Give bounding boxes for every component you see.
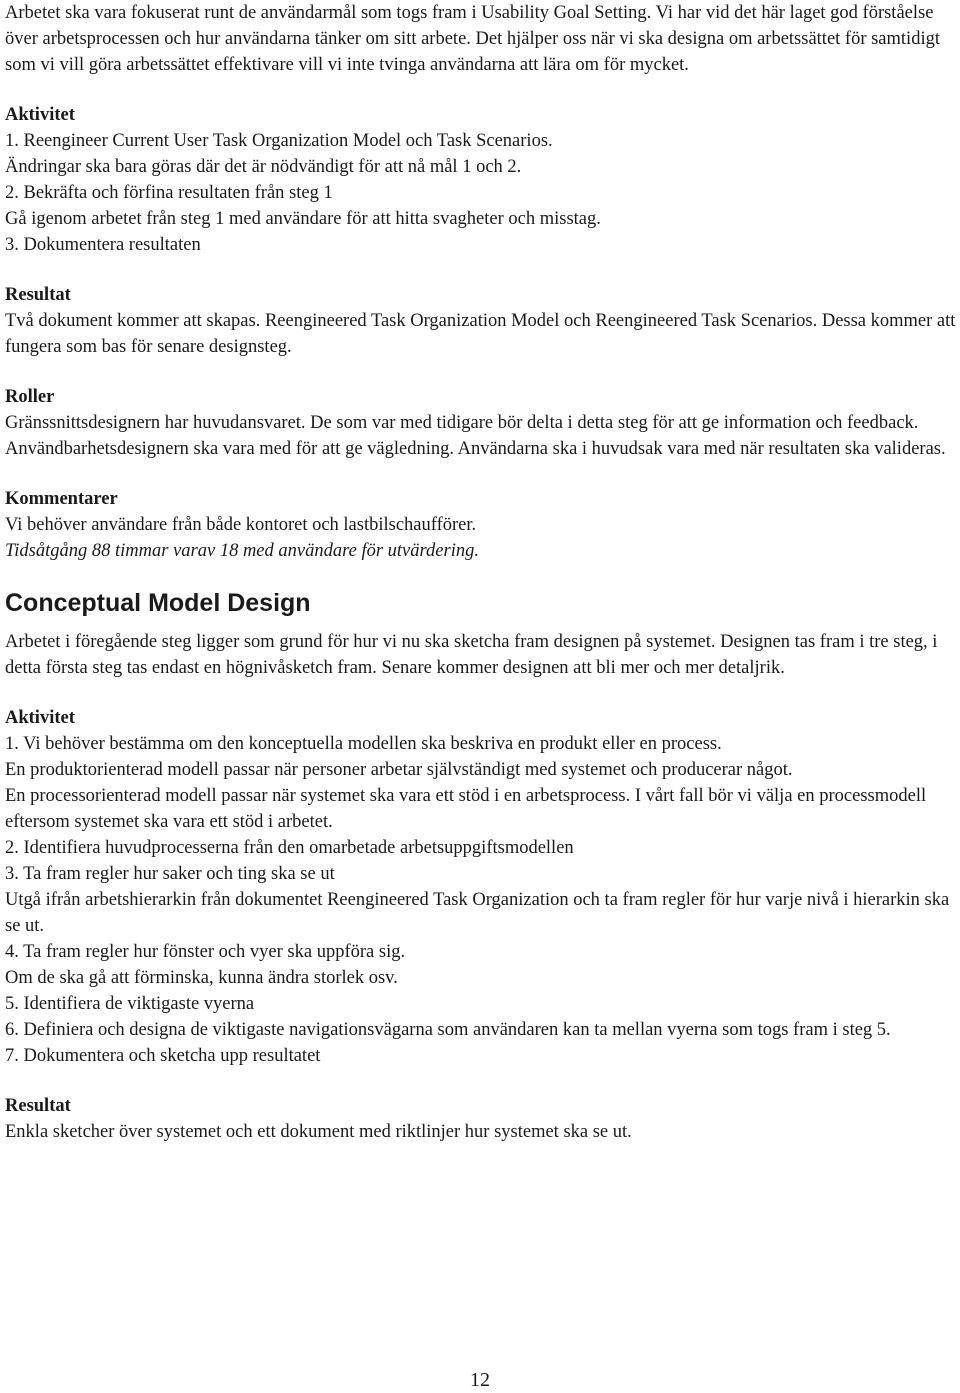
aktivitet-heading: Aktivitet [5, 708, 75, 728]
spacer [5, 258, 957, 282]
spacer [5, 360, 957, 384]
aktivitet-item: 7. Dokumentera och sketcha upp resultatet [5, 1046, 321, 1066]
spacer [5, 618, 957, 629]
section-intro-paragraph: Arbetet i föregående steg ligger som grund för hur vi nu ska sketcha fram designen på systemet. Designen tas fram i tre steg, i detta första steg tas endast en högnivåsketch fram. Senare kommer designen att bli mer och mer detaljrik. [5, 632, 938, 678]
aktivitet-item: 3. Ta fram regler hur saker och ting ska se ut [5, 864, 335, 884]
aktivitet-item: 4. Ta fram regler hur fönster och vyer ska uppföra sig. [5, 942, 406, 962]
spacer [5, 681, 957, 705]
aktivitet-line: 3. Dokumentera resultaten [5, 235, 201, 255]
aktivitet-item: 2. Identifiera huvudprocesserna från den omarbetade arbetsuppgiftsmodellen [5, 838, 574, 858]
section-title: Conceptual Model Design [5, 589, 311, 617]
aktivitet-line: 1. Reengineer Current User Task Organization Model och Task Scenarios. [5, 131, 553, 151]
intro-paragraph: Arbetet ska vara fokuserat runt de användarmål som togs fram i Usability Goal Setting. Vi har vid det här laget god förståelse över arbetsprocessen och hur användarna tänker om sitt arbete. Det hjälper oss när vi ska designa om arbetssättet för samtidigt som vi vill göra arbetssättet effektivare vill vi inte tvinga användarna att lära om för mycket. [5, 3, 940, 75]
aktivitet-item: 1. Vi behöver bestämma om den konceptuella modellen ska beskriva en produkt eller en process. [5, 734, 722, 754]
aktivitet-item: En produktorienterad modell passar när personer arbetar självständigt med systemet och producerar något. [5, 760, 793, 780]
kommentarer-line: Vi behöver användare från både kontoret och lastbilschaufförer. [5, 515, 477, 535]
aktivitet-line: 2. Bekräfta och förfina resultaten från steg 1 [5, 183, 333, 203]
aktivitet-item: En processorienterad modell passar när systemet ska vara ett stöd i en arbetsprocess. I vårt fall bör vi välja en processmodell eftersom systemet ska vara ett stöd i arbetet. [5, 786, 927, 832]
spacer [5, 78, 957, 102]
roller-heading: Roller [5, 387, 55, 407]
aktivitet-heading: Aktivitet [5, 105, 75, 125]
aktivitet-line: Ändringar ska bara göras där det är nödvändigt för att nå mål 1 och 2. [5, 157, 522, 177]
aktivitet-item: 5. Identifiera de viktigaste vyerna [5, 994, 255, 1014]
resultat-paragraph: Enkla sketcher över systemet och ett dokument med riktlinjer hur systemet ska se ut. [5, 1122, 632, 1142]
aktivitet-line: Gå igenom arbetet från steg 1 med användare för att hitta svagheter och misstag. [5, 209, 601, 229]
resultat-heading: Resultat [5, 1096, 71, 1116]
resultat-heading: Resultat [5, 285, 71, 305]
aktivitet-item: Om de ska gå att förminska, kunna ändra storlek osv. [5, 968, 398, 988]
roller-paragraph: Gränssnittsdesignern har huvudansvaret. De som var med tidigare bör delta i detta steg för att ge information och feedback. Användbarhetsdesignern ska vara med för att ge vägledning. Användarna ska i huvudsak vara med när resultaten ska valideras. [5, 413, 946, 459]
tidsatgang-line: Tidsåtgång 88 timmar varav 18 med användare för utvärdering. [5, 541, 479, 561]
spacer [5, 1069, 957, 1093]
page-number: 12 [470, 1369, 490, 1391]
resultat-paragraph: Två dokument kommer att skapas. Reengineered Task Organization Model och Reengineered Task Scenarios. Dessa kommer att fungera som bas för senare designsteg. [5, 311, 956, 357]
spacer [5, 462, 957, 486]
aktivitet-item: Utgå ifrån arbetshierarkin från dokumentet Reengineered Task Organization och ta fram regler för hur varje nivå i hierarkin ska se ut. [5, 890, 950, 936]
kommentarer-heading: Kommentarer [5, 489, 118, 509]
spacer [5, 564, 957, 588]
document-page [5, 0, 957, 1145]
aktivitet-item: 6. Definiera och designa de viktigaste navigationsvägarna som användaren kan ta mellan vyerna som togs fram i steg 5. [5, 1020, 891, 1040]
